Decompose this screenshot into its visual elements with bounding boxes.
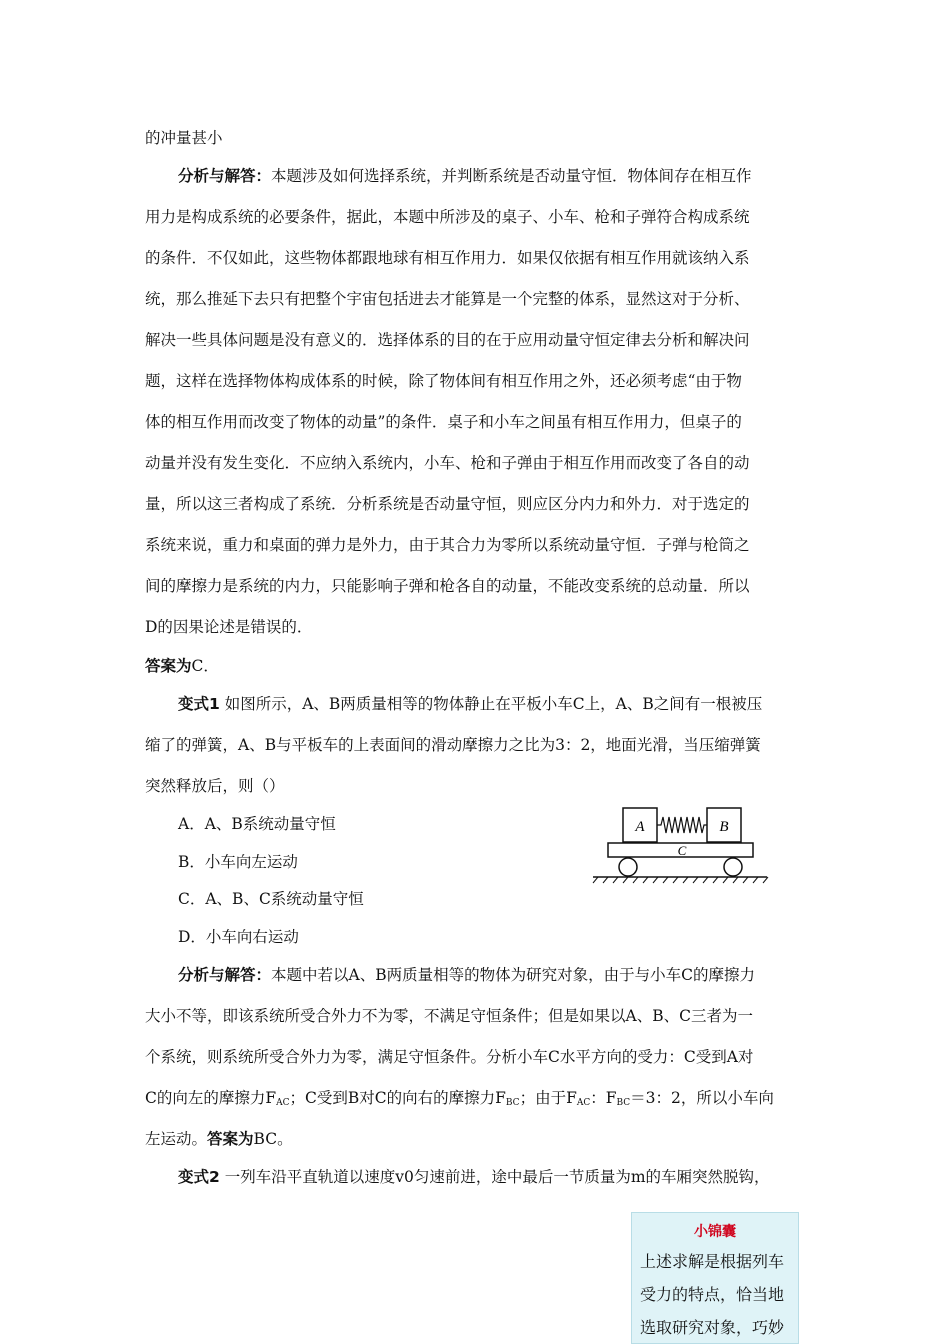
variant-label: 变式1	[178, 695, 220, 713]
text-line: 个系统，则系统所受合外力为零，满足守恒条件。分析小车C水平方向的受力：C受到A对	[145, 1048, 754, 1066]
text-line: 量，所以这三者构成了系统．分析系统是否动量守恒，则应区分内力和外力．对于选定的	[145, 495, 750, 513]
analysis-paragraph-1: 分析与解答：本题涉及如何选择系统，并判断系统是否动量守恒．物体间存在相互作	[178, 167, 752, 185]
text-line: 用力是构成系统的必要条件，据此，本题中所涉及的桌子、小车、枪和子弹符合构成系统	[145, 208, 750, 226]
tip-line: 选取研究对象，巧妙	[640, 1318, 785, 1337]
tip-line: 受力的特点，恰当地	[640, 1285, 785, 1304]
text-line: 统，那么推延下去只有把整个宇宙包括进去才能算是一个完整的体系，显然这对于分析、	[145, 290, 750, 308]
answer-line: 答案为C．	[145, 657, 219, 675]
spring	[657, 817, 707, 833]
tip-title: 小锦囊	[694, 1224, 736, 1240]
text-line: 缩了的弹簧，A、B与平板车的上表面间的滑动摩擦力之比为3：2，地面光滑，当压缩弹簧	[145, 736, 761, 754]
text-line: 间的摩擦力是系统的内力，只能影响子弹和枪各自的动量，不能改变系统的总动量．所以	[145, 577, 750, 595]
text-line: 动量并没有发生变化．不应纳入系统内，小车、枪和子弹由于相互作用而改变了各自的动	[145, 454, 750, 472]
tip-box	[631, 1212, 799, 1344]
analysis-label: 分析与解答：	[178, 966, 272, 984]
text-line: 突然释放后，则（）	[145, 777, 285, 795]
tip-line: 上述求解是根据列车	[640, 1252, 785, 1271]
variant-1-question: 变式1 如图所示，A、B两质量相等的物体静止在平板小车C上，A、B之间有一根被压	[178, 695, 763, 713]
ground-hatch	[593, 877, 768, 883]
text-line: 体的相互作用而改变了物体的动量”的条件．桌子和小车之间虽有相互作用力，但桌子的	[145, 413, 742, 431]
text-line: 题，这样在选择物体构成体系的时候，除了物体间有相互作用之外，还必须考虑“由于物	[145, 372, 742, 390]
block-b-label: B	[719, 819, 729, 835]
text-line: 解决一些具体问题是没有意义的．选择体系的目的在于应用动量守恒定律去分析和解决问	[145, 331, 750, 349]
option-b: B．小车向左运动	[178, 853, 298, 871]
answer-label: 答案为	[207, 1130, 254, 1148]
text-line: 的冲量甚小	[145, 129, 223, 147]
text-line: C的向左的摩擦力$F_{AC}$；C受到B对C的向右的摩擦力$F_{BC}$；由于$F_{AC}$：$F_{BC}=3$：2，所以小车向	[145, 1089, 774, 1108]
analysis-label: 分析与解答：	[178, 167, 272, 185]
analysis-paragraph-2: 分析与解答：本题中若以A、B两质量相等的物体为研究对象，由于与小车C的摩擦力	[178, 966, 755, 984]
answer-label: 答案为	[145, 657, 192, 675]
variant-2-question: 变式2 一列车沿平直轨道以速度v0匀速前进，途中最后一节质量为m的车厢突然脱钩，	[178, 1168, 770, 1186]
text-line: 左运动。答案为BC。	[145, 1130, 293, 1148]
cart-wheel-right	[724, 858, 742, 876]
option-d: D．小车向右运动	[178, 928, 299, 946]
cart-spring-figure	[590, 800, 770, 890]
option-c: C．A、B、C系统动量守恒	[178, 890, 364, 908]
text-line: D的因果论述是错误的．	[145, 618, 313, 636]
variant-label: 变式2	[178, 1168, 220, 1186]
cart-c-label: C	[677, 843, 687, 858]
text-line: 的条件．不仅如此，这些物体都跟地球有相互作用力．如果仅依据有相互作用就该纳入系	[145, 249, 750, 267]
text-line: 大小不等，即该系统所受合外力不为零，不满足守恒条件；但是如果以A、B、C三者为一	[145, 1007, 753, 1025]
text-line: 系统来说，重力和桌面的弹力是外力，由于其合力为零所以系统动量守恒．子弹与枪筒之	[145, 536, 750, 554]
cart-wheel-left	[619, 858, 637, 876]
block-a-label: A	[635, 819, 645, 835]
option-a: A．A、B系统动量守恒	[178, 815, 336, 833]
